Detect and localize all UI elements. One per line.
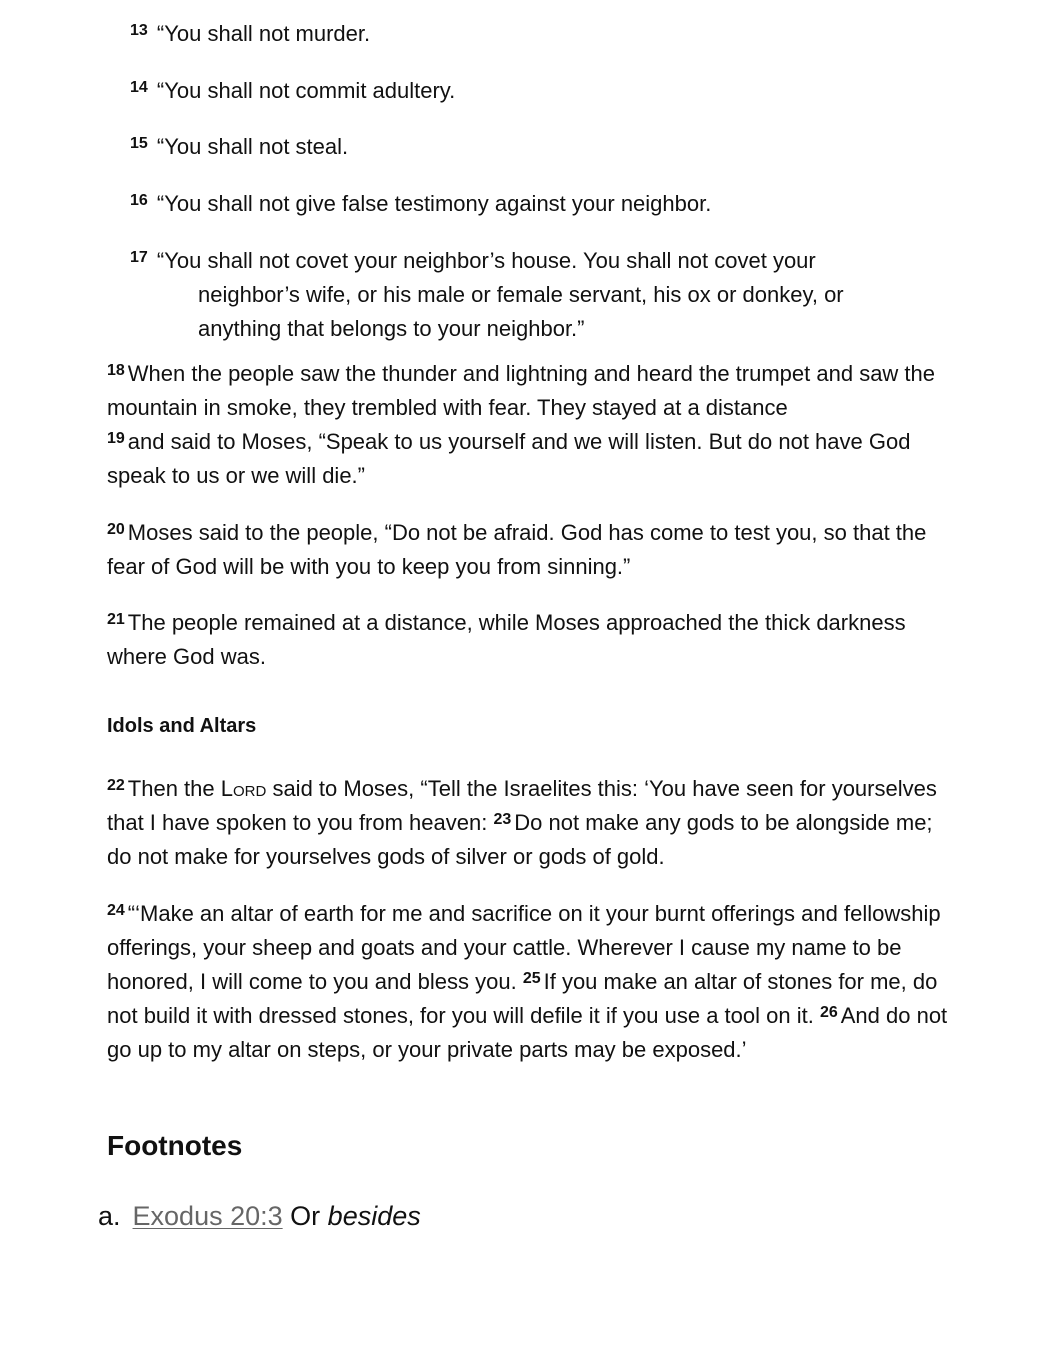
verse-text: “You shall not commit adultery. (156, 78, 456, 103)
verse-text: When the people saw the thunder and lightning and heard the trumpet and saw the mountain in smoke, they trembled with fear. They stayed at a distance (107, 361, 936, 420)
verse-text: And do not go up to my altar on steps, or your private parts may be exposed.’ (107, 1003, 948, 1062)
verse-number: 13 (130, 22, 148, 39)
footnote-marker: a. (98, 1201, 121, 1231)
footnote-note: besides (327, 1201, 421, 1231)
footnote-or: Or (290, 1201, 321, 1231)
verse-text: “You shall not murder. (156, 21, 371, 46)
paragraph-20 (107, 516, 957, 584)
paragraph-22-23 (107, 772, 957, 874)
footnote-item (98, 1196, 421, 1236)
verse-continuation: anything that belongs to your neighbor.” (198, 316, 585, 341)
verse-15 (130, 130, 950, 164)
verse-text: and said to Moses, “Speak to us yourself and we will listen. But do not have God speak to us or we will die.” (107, 429, 911, 488)
verse-text: “You shall not covet your neighbor’s house. You shall not covet your (156, 248, 816, 273)
verse-number: 15 (130, 135, 148, 152)
verse-text: said to Moses, “Tell the Israelites this: ‘You have seen for yourselves that I have spoken to you from heaven: (107, 776, 937, 835)
verse-text: If you make an altar of stones for me, do not build it with dressed stones, for you will defile it if you use a tool on it. (107, 969, 938, 1028)
footnotes-title: Footnotes (107, 1130, 243, 1161)
verse-number: 18 (107, 362, 125, 379)
paragraph-18-19 (107, 357, 957, 493)
verse-number: 23 (493, 811, 512, 828)
verse-16 (130, 187, 950, 221)
verse-continuation: neighbor’s wife, or his male or female servant, his ox or donkey, or (198, 282, 844, 307)
paragraph-21 (107, 606, 957, 674)
verse-17 (130, 244, 950, 346)
verse-14 (130, 74, 950, 108)
verse-number: 24 (107, 902, 125, 919)
verse-text: Do not make any gods to be alongside me; do not make for yourselves gods of silver or gods of gold. (107, 810, 933, 869)
verse-number: 16 (130, 192, 148, 209)
verse-number: 21 (107, 611, 125, 628)
verse-text: “‘Make an altar of earth for me and sacrifice on it your burnt offerings and fellowship offerings, your sheep and goats and your cattle. Wherever I cause my name to be honored, I will come to you and bless you. (107, 901, 941, 994)
paragraph-24-26 (107, 897, 957, 1067)
divine-name: Lord (220, 776, 267, 801)
verse-text: “You shall not give false testimony against your neighbor. (156, 191, 712, 216)
verse-13 (130, 17, 950, 51)
verse-number: 22 (107, 777, 125, 794)
verse-number: 17 (130, 249, 148, 266)
verse-text: “You shall not steal. (156, 134, 349, 159)
verse-number: 20 (107, 521, 125, 538)
verse-number: 14 (130, 79, 148, 96)
verse-text: Moses said to the people, “Do not be afraid. God has come to test you, so that the fear of God will be with you to keep you from sinning.” (107, 520, 927, 579)
verse-number: 26 (819, 1004, 838, 1021)
verse-number: 25 (522, 970, 541, 987)
verse-text: Then the (127, 776, 221, 801)
footnote-reference-link[interactable]: Exodus 20:3 (132, 1201, 283, 1231)
verse-text: The people remained at a distance, while Moses approached the thick darkness where God was. (107, 610, 906, 669)
verse-number: 19 (107, 430, 125, 447)
section-heading: Idols and Altars (107, 715, 257, 737)
